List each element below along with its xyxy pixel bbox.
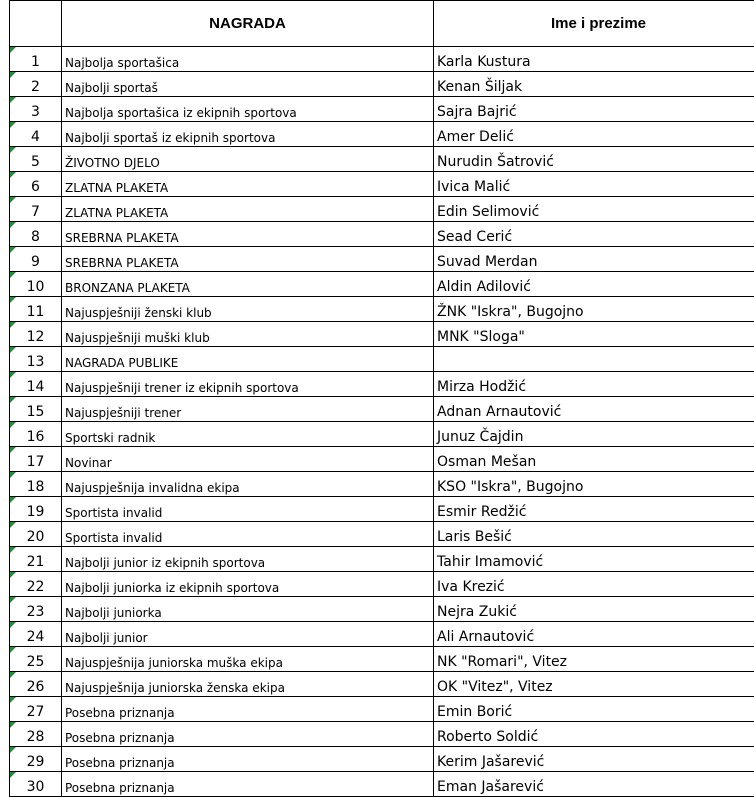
header-name-cell[interactable]: Ime i prezime bbox=[434, 1, 754, 47]
num-cell[interactable]: 12 bbox=[10, 322, 62, 347]
name-cell[interactable]: KSO "Iskra", Bugojno bbox=[434, 472, 754, 497]
table-row bbox=[10, 197, 754, 222]
num-cell[interactable]: 13 bbox=[10, 347, 62, 372]
name-cell[interactable]: Kerim Jašarević bbox=[434, 747, 754, 772]
num-cell[interactable]: 1 bbox=[10, 47, 62, 72]
table-row bbox=[10, 297, 754, 322]
num-cell[interactable]: 22 bbox=[10, 572, 62, 597]
award-cell[interactable]: Najbolji juniorka iz ekipnih sportova bbox=[62, 572, 434, 597]
name-cell[interactable]: Emin Borić bbox=[434, 697, 754, 722]
num-cell[interactable]: 28 bbox=[10, 722, 62, 747]
table-row bbox=[10, 447, 754, 472]
award-cell[interactable]: Sportista invalid bbox=[62, 522, 434, 547]
name-cell[interactable]: MNK "Sloga" bbox=[434, 322, 754, 347]
name-cell[interactable]: Suvad Merdan bbox=[434, 247, 754, 272]
num-cell[interactable]: 5 bbox=[10, 147, 62, 172]
num-cell[interactable]: 24 bbox=[10, 622, 62, 647]
name-cell[interactable]: Esmir Redžić bbox=[434, 497, 754, 522]
award-cell[interactable]: ZLATNA PLAKETA bbox=[62, 197, 434, 222]
num-cell[interactable]: 8 bbox=[10, 222, 62, 247]
award-cell[interactable]: BRONZANA PLAKETA bbox=[62, 272, 434, 297]
num-cell[interactable]: 14 bbox=[10, 372, 62, 397]
header-row bbox=[10, 1, 754, 47]
name-cell[interactable]: Eman Jašarević bbox=[434, 772, 754, 797]
name-cell[interactable]: Adnan Arnautović bbox=[434, 397, 754, 422]
num-cell[interactable]: 6 bbox=[10, 172, 62, 197]
award-cell[interactable]: Najuspješnija juniorska muška ekipa bbox=[62, 647, 434, 672]
award-cell[interactable]: Najuspješnija invalidna ekipa bbox=[62, 472, 434, 497]
award-cell[interactable]: Posebna priznanja bbox=[62, 747, 434, 772]
award-cell[interactable]: Najbolja sportašica bbox=[62, 47, 434, 72]
table-row bbox=[10, 547, 754, 572]
name-cell[interactable]: Laris Bešić bbox=[434, 522, 754, 547]
table-row bbox=[10, 247, 754, 272]
table-row bbox=[10, 697, 754, 722]
num-cell[interactable]: 2 bbox=[10, 72, 62, 97]
num-cell[interactable]: 18 bbox=[10, 472, 62, 497]
num-cell[interactable]: 23 bbox=[10, 597, 62, 622]
award-cell[interactable]: Najbolji sportaš bbox=[62, 72, 434, 97]
num-cell[interactable]: 30 bbox=[10, 772, 62, 797]
name-cell[interactable]: Roberto Soldić bbox=[434, 722, 754, 747]
award-cell[interactable]: Najuspješnija juniorska ženska ekipa bbox=[62, 672, 434, 697]
name-cell[interactable]: Mirza Hodžić bbox=[434, 372, 754, 397]
table-row bbox=[10, 472, 754, 497]
award-cell[interactable]: Posebna priznanja bbox=[62, 697, 434, 722]
num-cell[interactable]: 7 bbox=[10, 197, 62, 222]
name-cell[interactable]: OK "Vitez", Vitez bbox=[434, 672, 754, 697]
award-cell[interactable]: Posebna priznanja bbox=[62, 722, 434, 747]
table-row bbox=[10, 672, 754, 697]
name-cell[interactable]: Ali Arnautović bbox=[434, 622, 754, 647]
name-cell[interactable]: NK "Romari", Vitez bbox=[434, 647, 754, 672]
table-row bbox=[10, 372, 754, 397]
num-cell[interactable]: 19 bbox=[10, 497, 62, 522]
award-cell[interactable]: Najuspješniji ženski klub bbox=[62, 297, 434, 322]
award-cell[interactable]: Najbolji juniorka bbox=[62, 597, 434, 622]
table-row bbox=[10, 397, 754, 422]
table-row bbox=[10, 347, 754, 372]
award-cell[interactable]: Najbolja sportašica iz ekipnih sportova bbox=[62, 97, 434, 122]
name-cell[interactable]: Kenan Šiljak bbox=[434, 72, 754, 97]
num-cell[interactable]: 25 bbox=[10, 647, 62, 672]
award-cell[interactable]: NAGRADA PUBLIKE bbox=[62, 347, 434, 372]
num-cell[interactable]: 10 bbox=[10, 272, 62, 297]
award-cell[interactable]: Novinar bbox=[62, 447, 434, 472]
name-cell[interactable]: Iva Krezić bbox=[434, 572, 754, 597]
table-row bbox=[10, 597, 754, 622]
award-cell[interactable]: Najbolji junior iz ekipnih sportova bbox=[62, 547, 434, 572]
num-cell[interactable]: 3 bbox=[10, 97, 62, 122]
num-cell[interactable]: 9 bbox=[10, 247, 62, 272]
name-cell[interactable]: Sead Cerić bbox=[434, 222, 754, 247]
award-cell[interactable]: SREBRNA PLAKETA bbox=[62, 222, 434, 247]
award-cell[interactable]: Posebna priznanja bbox=[62, 772, 434, 797]
name-cell[interactable]: ŽNK "Iskra", Bugojno bbox=[434, 297, 754, 322]
table-row bbox=[10, 97, 754, 122]
num-cell[interactable]: 21 bbox=[10, 547, 62, 572]
table-row bbox=[10, 522, 754, 547]
table-row bbox=[10, 772, 754, 797]
num-cell[interactable]: 11 bbox=[10, 297, 62, 322]
award-cell[interactable]: Sportista invalid bbox=[62, 497, 434, 522]
table-row bbox=[10, 147, 754, 172]
name-cell[interactable]: Amer Delić bbox=[434, 122, 754, 147]
num-cell[interactable]: 26 bbox=[10, 672, 62, 697]
table-row bbox=[10, 747, 754, 772]
name-cell[interactable]: Edin Selimović bbox=[434, 197, 754, 222]
award-cell[interactable]: Sportski radnik bbox=[62, 422, 434, 447]
table-row bbox=[10, 222, 754, 247]
name-cell[interactable]: Karla Kustura bbox=[434, 47, 754, 72]
table-row bbox=[10, 422, 754, 447]
award-cell[interactable]: ŽIVOTNO DJELO bbox=[62, 147, 434, 172]
num-cell[interactable]: 15 bbox=[10, 397, 62, 422]
table-row bbox=[10, 647, 754, 672]
num-cell[interactable]: 20 bbox=[10, 522, 62, 547]
table-row bbox=[10, 322, 754, 347]
table-row bbox=[10, 722, 754, 747]
table-row bbox=[10, 272, 754, 297]
award-cell[interactable]: Najbolji sportaš iz ekipnih sportova bbox=[62, 122, 434, 147]
award-cell[interactable]: ZLATNA PLAKETA bbox=[62, 172, 434, 197]
name-cell[interactable]: Nurudin Šatrović bbox=[434, 147, 754, 172]
name-cell[interactable]: Osman Mešan bbox=[434, 447, 754, 472]
name-cell[interactable]: Ivica Malić bbox=[434, 172, 754, 197]
table-row bbox=[10, 122, 754, 147]
header-award-cell[interactable]: NAGRADA bbox=[62, 1, 434, 47]
table-row bbox=[10, 47, 754, 72]
award-cell[interactable]: SREBRNA PLAKETA bbox=[62, 247, 434, 272]
name-cell[interactable] bbox=[434, 347, 754, 372]
table-row bbox=[10, 497, 754, 522]
award-cell[interactable]: Najuspješniji trener bbox=[62, 397, 434, 422]
header-num-cell[interactable] bbox=[10, 1, 62, 47]
num-cell[interactable]: 16 bbox=[10, 422, 62, 447]
num-cell[interactable]: 29 bbox=[10, 747, 62, 772]
name-cell[interactable]: Nejra Zukić bbox=[434, 597, 754, 622]
awards-table bbox=[9, 0, 754, 797]
award-cell[interactable]: Najbolji junior bbox=[62, 622, 434, 647]
num-cell[interactable]: 4 bbox=[10, 122, 62, 147]
table-row bbox=[10, 172, 754, 197]
name-cell[interactable]: Aldin Adilović bbox=[434, 272, 754, 297]
num-cell[interactable]: 27 bbox=[10, 697, 62, 722]
name-cell[interactable]: Junuz Čajdin bbox=[434, 422, 754, 447]
name-cell[interactable]: Tahir Imamović bbox=[434, 547, 754, 572]
name-cell[interactable]: Sajra Bajrić bbox=[434, 97, 754, 122]
table-row bbox=[10, 622, 754, 647]
table-row bbox=[10, 72, 754, 97]
award-cell[interactable]: Najuspješniji muški klub bbox=[62, 322, 434, 347]
num-cell[interactable]: 17 bbox=[10, 447, 62, 472]
table-row bbox=[10, 572, 754, 597]
award-cell[interactable]: Najuspješniji trener iz ekipnih sportova bbox=[62, 372, 434, 397]
